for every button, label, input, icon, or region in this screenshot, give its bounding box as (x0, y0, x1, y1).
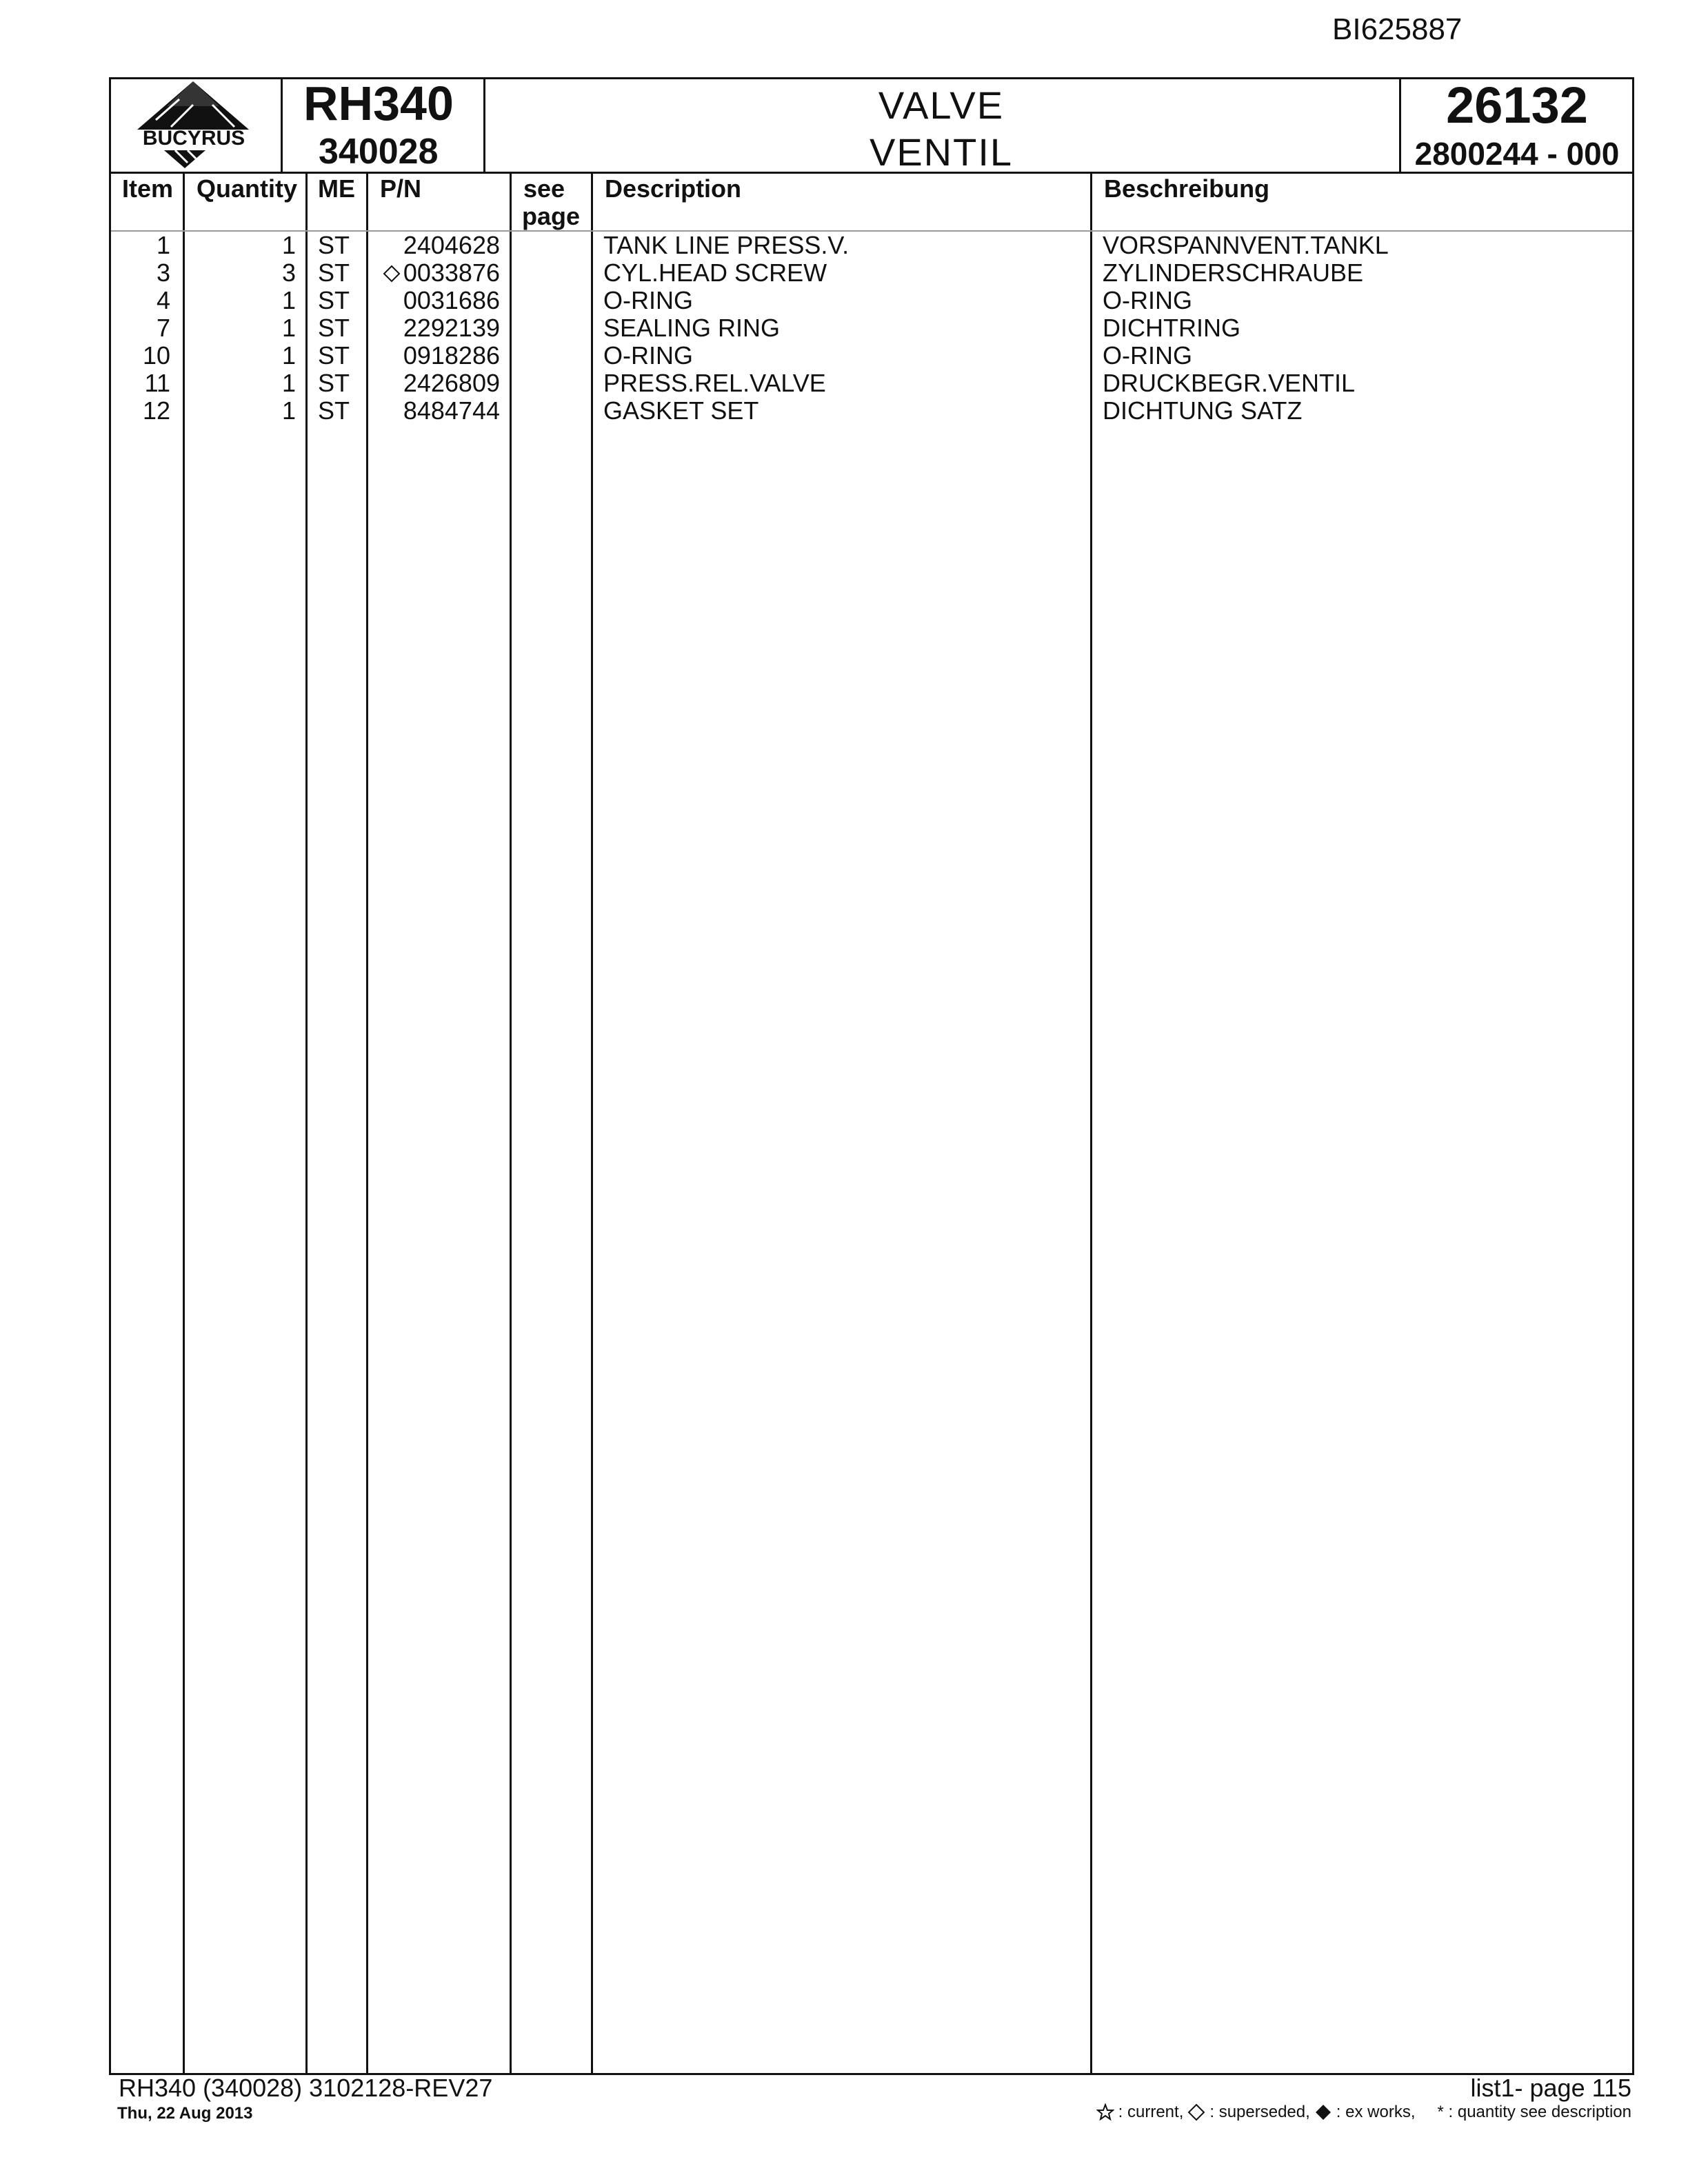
diamond-outline-icon (1187, 2103, 1205, 2121)
description: O-RING (603, 286, 693, 314)
col-header-me: ME (318, 174, 355, 203)
part-number: 0031686 (403, 286, 500, 314)
star-outline-icon (1096, 2103, 1114, 2121)
title-english: VALVE (878, 83, 1005, 127)
beschreibung: O-RING (1103, 341, 1192, 370)
group-number: 26132 (1446, 77, 1588, 134)
unit-of-measure: ST (318, 369, 350, 397)
unit-of-measure: ST (318, 396, 350, 425)
col-header-quantity: Quantity (197, 174, 298, 203)
unit-of-measure: ST (318, 259, 350, 287)
print-date: Thu, 22 Aug 2013 (117, 2104, 253, 2123)
item-number: 10 (142, 341, 170, 370)
quantity: 1 (281, 231, 296, 259)
parts-table (109, 174, 1634, 2075)
description: PRESS.REL.VALVE (603, 369, 826, 397)
serial-number: 340028 (319, 132, 439, 172)
col-header-beschreibung: Beschreibung (1104, 174, 1270, 203)
column-divider (183, 174, 185, 2073)
item-number: 3 (156, 259, 170, 287)
quantity: 1 (281, 286, 296, 314)
legend-ex-works: : ex works, (1336, 2103, 1416, 2121)
part-number: 2292139 (403, 314, 500, 342)
quantity: 1 (281, 369, 296, 397)
beschreibung: DICHTUNG SATZ (1103, 396, 1303, 425)
quantity: 1 (281, 341, 296, 370)
item-number: 1 (156, 231, 170, 259)
superseded-diamond-icon (383, 265, 401, 283)
page-number: list1- page 115 (1470, 2074, 1631, 2102)
item-number: 4 (156, 286, 170, 314)
logo-text: BUCYRUS (142, 127, 245, 150)
document-id: BI625887 (1332, 12, 1463, 46)
group-reference: 2800244 - 000 (1414, 136, 1620, 172)
unit-of-measure: ST (318, 314, 350, 342)
column-divider (1090, 174, 1092, 2073)
part-number: 2404628 (403, 231, 500, 259)
legend-superseded: : superseded, (1209, 2103, 1310, 2121)
quantity: 1 (281, 396, 296, 425)
description: GASKET SET (603, 396, 759, 425)
col-header-see-page: see (523, 174, 565, 203)
item-number: 12 (142, 396, 170, 425)
description: SEALING RING (603, 314, 781, 342)
column-divider (366, 174, 368, 2073)
legend (1096, 2103, 1631, 2122)
column-divider (305, 174, 308, 2073)
legend-current: : current, (1118, 2103, 1184, 2121)
part-number: 0033876 (403, 259, 500, 287)
col-header-item: Item (122, 174, 174, 203)
part-number: 8484744 (403, 396, 500, 425)
document-reference: RH340 (340028) 3102128-REV27 (119, 2074, 493, 2102)
description: CYL.HEAD SCREW (603, 259, 827, 287)
beschreibung: O-RING (1103, 286, 1192, 314)
unit-of-measure: ST (318, 231, 350, 259)
diamond-filled-icon (1314, 2103, 1332, 2121)
title-german: VENTIL (869, 130, 1014, 174)
description: TANK LINE PRESS.V. (603, 231, 850, 259)
beschreibung: ZYLINDERSCHRAUBE (1103, 259, 1364, 287)
model-number: RH340 (303, 77, 454, 130)
column-divider (591, 174, 593, 2073)
column-divider (510, 174, 512, 2073)
bucyrus-logo (116, 79, 272, 171)
part-number: 0918286 (403, 341, 500, 370)
beschreibung: DICHTRING (1103, 314, 1240, 342)
item-number: 11 (144, 369, 170, 397)
unit-of-measure: ST (318, 286, 350, 314)
unit-of-measure: ST (318, 341, 350, 370)
item-number: 7 (156, 314, 170, 342)
part-number: 2426809 (403, 369, 500, 397)
beschreibung: DRUCKBEGR.VENTIL (1103, 369, 1356, 397)
quantity: 1 (281, 314, 296, 342)
quantity: 3 (281, 259, 296, 287)
divider (281, 79, 283, 172)
col-header-description: Description (605, 174, 742, 203)
legend-quantity: * : quantity see description (1437, 2103, 1631, 2121)
col-header-pn: P/N (380, 174, 422, 203)
col-header-see-page: page (522, 202, 581, 230)
description: O-RING (603, 341, 693, 370)
beschreibung: VORSPANNVENT.TANKL (1103, 231, 1389, 259)
